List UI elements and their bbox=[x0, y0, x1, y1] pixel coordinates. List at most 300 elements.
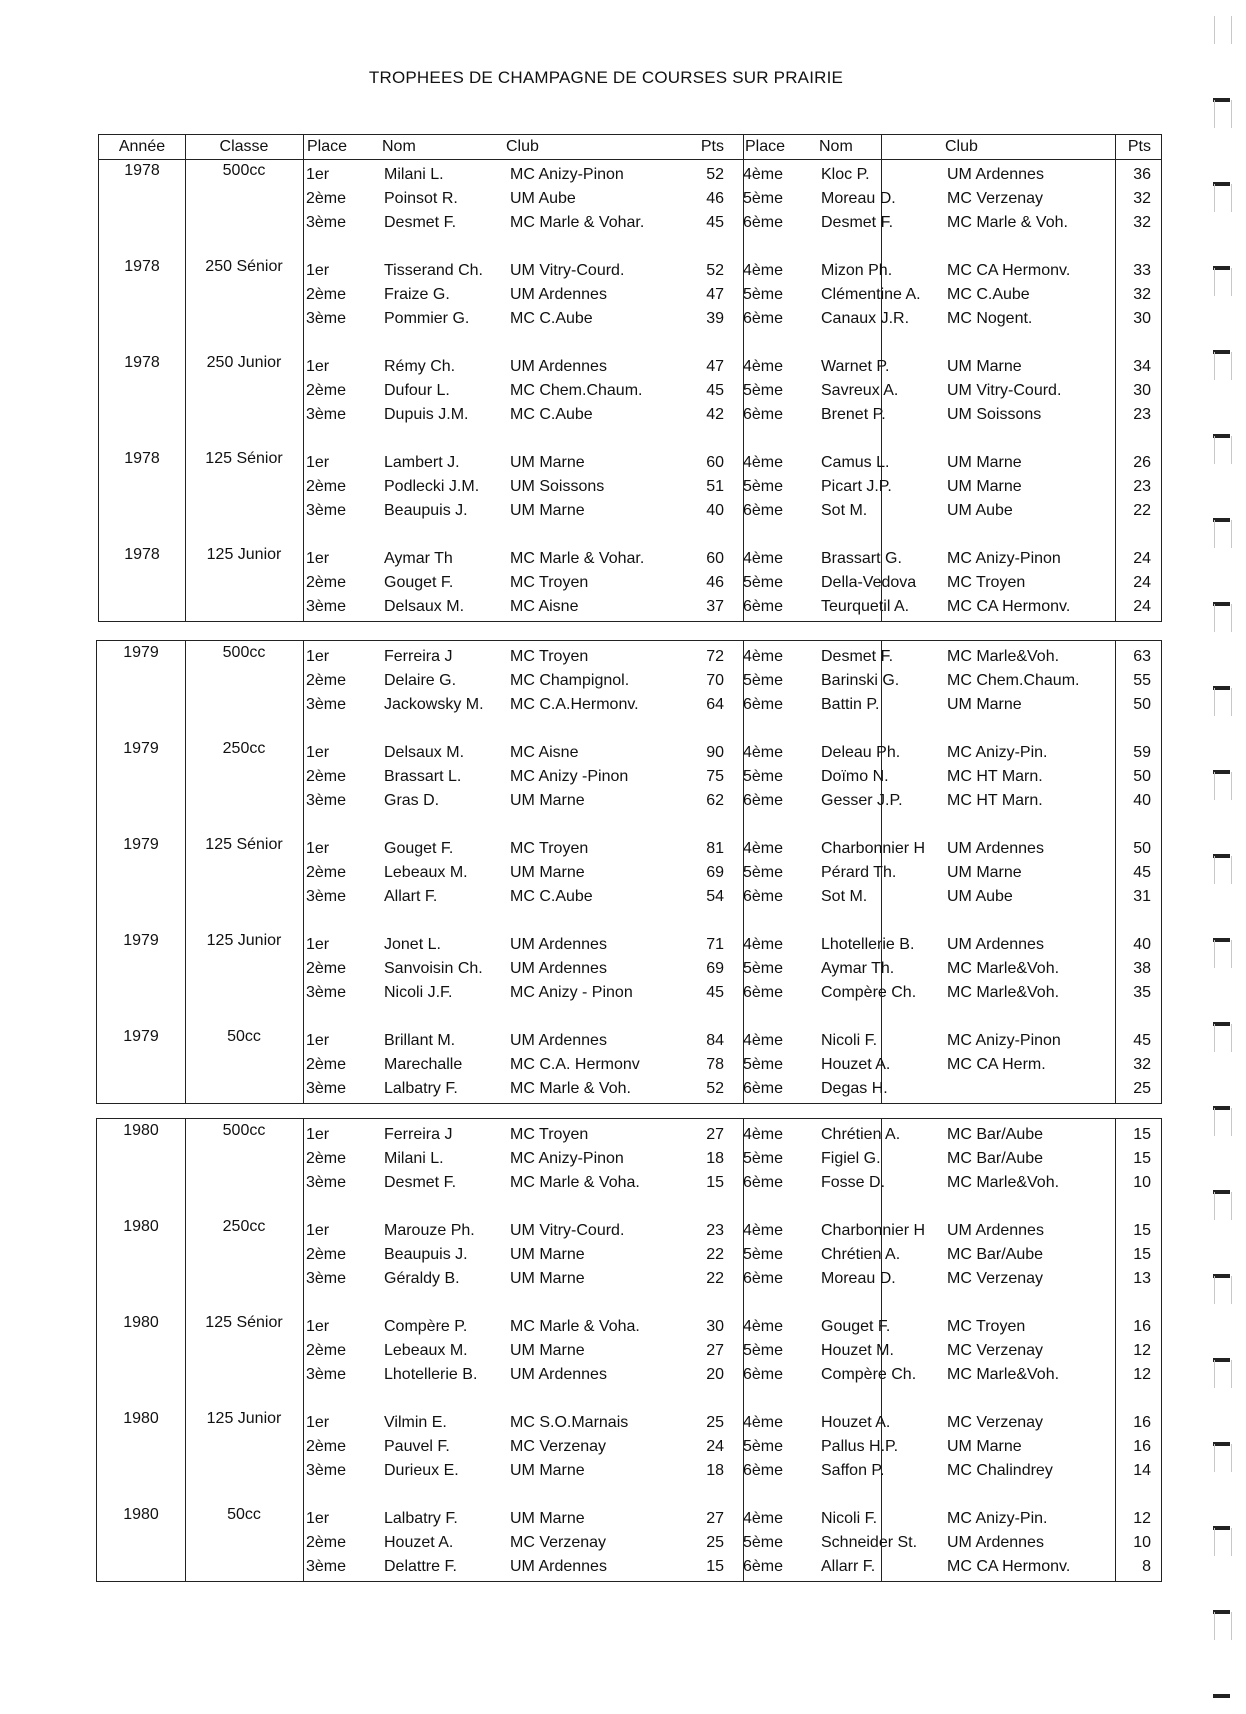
cell-place1: 3ème bbox=[306, 214, 347, 231]
cell-place1: 3ème bbox=[306, 888, 347, 905]
cell-pts2: 45 bbox=[1133, 864, 1151, 881]
cell-club2: MC Verzenay bbox=[947, 1342, 1044, 1359]
cell-club1: MC Marle & Vohar. bbox=[510, 214, 645, 231]
cell-pts2: 40 bbox=[1133, 936, 1151, 953]
cell-club1: MC Troyen bbox=[510, 840, 589, 857]
cell-club1: MC C.A.Hermonv. bbox=[510, 696, 639, 713]
cell-nom2: Brassart G. bbox=[821, 550, 902, 567]
cell-place2: 6ème bbox=[743, 1366, 784, 1383]
cell-pts1: 45 bbox=[706, 382, 724, 399]
cell-club2: MC Troyen bbox=[947, 574, 1026, 591]
cell-place2: 5ème bbox=[743, 1056, 784, 1073]
cell-club1: MC Troyen bbox=[510, 574, 589, 591]
cell-nom1: Houzet A. bbox=[384, 1534, 454, 1551]
cell-club1: MC Anizy -Pinon bbox=[510, 768, 629, 785]
cell-pts2: 25 bbox=[1133, 1080, 1151, 1097]
cell-nom2: Kloc P. bbox=[821, 166, 870, 183]
cell-club1: UM Marne bbox=[510, 502, 585, 519]
header-club: Club bbox=[506, 138, 539, 155]
cell-place2: 4ème bbox=[743, 936, 784, 953]
binding-hole bbox=[1214, 268, 1232, 296]
cell-pts1: 78 bbox=[706, 1056, 724, 1073]
cell-club2: MC Nogent. bbox=[947, 310, 1033, 327]
binding-hole bbox=[1214, 352, 1232, 380]
cell-place1: 2ème bbox=[306, 190, 347, 207]
cell-place1: 2ème bbox=[306, 768, 347, 785]
cell-place2: 6ème bbox=[743, 888, 784, 905]
binding-hole bbox=[1214, 1360, 1232, 1388]
cell-club1: UM Marne bbox=[510, 1510, 585, 1527]
cell-place2: 4ème bbox=[743, 550, 784, 567]
cell-place2: 5ème bbox=[743, 768, 784, 785]
cell-club2: MC Verzenay bbox=[947, 190, 1044, 207]
cell-nom2: Moreau D. bbox=[821, 190, 896, 207]
cell-club2: MC Chalindrey bbox=[947, 1462, 1053, 1479]
cell-club2: MC CA Herm. bbox=[947, 1056, 1046, 1073]
cell-place2: 5ème bbox=[743, 286, 784, 303]
cell-nom2: Sot M. bbox=[821, 502, 868, 519]
cell-club2: MC Bar/Aube bbox=[947, 1150, 1044, 1167]
cell-club2: MC Marle&Voh. bbox=[947, 648, 1060, 665]
cell-pts1: 39 bbox=[706, 310, 724, 327]
cell-pts2: 32 bbox=[1133, 1056, 1151, 1073]
cell-place2: 6ème bbox=[743, 598, 784, 615]
cell-nom2: Pérard Th. bbox=[821, 864, 897, 881]
binding-hole bbox=[1214, 184, 1232, 212]
cell-place2: 6ème bbox=[743, 1558, 784, 1575]
cell-place1: 1er bbox=[306, 1126, 330, 1143]
cell-place2: 5ème bbox=[743, 1246, 784, 1263]
cell-pts1: 52 bbox=[706, 1080, 724, 1097]
cell-pts2: 59 bbox=[1133, 744, 1151, 761]
cell-place1: 2ème bbox=[306, 960, 347, 977]
binding-hole bbox=[1214, 1444, 1232, 1472]
cell-place2: 4ème bbox=[743, 1222, 784, 1239]
year-cell: 1980 bbox=[123, 1314, 159, 1331]
cell-nom2: Schneider St. bbox=[821, 1534, 918, 1551]
cell-pts2: 31 bbox=[1133, 888, 1151, 905]
cell-place2: 5ème bbox=[743, 1534, 784, 1551]
cell-place1: 2ème bbox=[306, 382, 347, 399]
cell-place1: 2ème bbox=[306, 1438, 347, 1455]
cell-club2: MC C.Aube bbox=[947, 286, 1030, 303]
header-place: Place bbox=[307, 138, 348, 155]
cell-pts2: 34 bbox=[1133, 358, 1151, 375]
cell-pts1: 25 bbox=[706, 1414, 724, 1431]
cell-nom2: Houzet A. bbox=[821, 1056, 891, 1073]
cell-club1: UM Vitry-Courd. bbox=[510, 262, 625, 279]
header-annee: Année bbox=[118, 138, 166, 155]
cell-club2: UM Vitry-Courd. bbox=[947, 382, 1062, 399]
cell-place1: 3ème bbox=[306, 310, 347, 327]
cell-club2: MC Verzenay bbox=[947, 1270, 1044, 1287]
cell-nom1: Ferreira J bbox=[384, 648, 453, 665]
cell-pts1: 18 bbox=[706, 1462, 724, 1479]
cell-place1: 2ème bbox=[306, 286, 347, 303]
cell-nom1: Pommier G. bbox=[384, 310, 470, 327]
cell-nom1: Allart F. bbox=[384, 888, 438, 905]
cell-pts1: 15 bbox=[706, 1558, 724, 1575]
cell-place2: 6ème bbox=[743, 984, 784, 1001]
cell-nom2: Allarr F. bbox=[821, 1558, 876, 1575]
cell-club1: MC C.Aube bbox=[510, 310, 593, 327]
cell-place1: 1er bbox=[306, 744, 330, 761]
cell-nom1: Beaupuis J. bbox=[384, 1246, 468, 1263]
cell-place1: 1er bbox=[306, 1318, 330, 1335]
cell-pts1: 27 bbox=[706, 1126, 724, 1143]
class-cell: 50cc bbox=[227, 1506, 261, 1523]
cell-pts1: 69 bbox=[706, 960, 724, 977]
cell-club2: MC Marle&Voh. bbox=[947, 960, 1060, 977]
cell-club1: MC C.Aube bbox=[510, 406, 593, 423]
cell-pts1: 18 bbox=[706, 1150, 724, 1167]
cell-nom1: Dupuis J.M. bbox=[384, 406, 469, 423]
binding-hole bbox=[1214, 1528, 1232, 1556]
cell-pts2: 15 bbox=[1133, 1126, 1151, 1143]
cell-place2: 5ème bbox=[743, 574, 784, 591]
cell-club2: MC Bar/Aube bbox=[947, 1246, 1044, 1263]
cell-club1: UM Ardennes bbox=[510, 1032, 607, 1049]
binding-hole bbox=[1214, 856, 1232, 884]
cell-nom1: Tisserand Ch. bbox=[384, 262, 483, 279]
cell-club2: MC Marle&Voh. bbox=[947, 1366, 1060, 1383]
cell-club2: MC Marle & Voh. bbox=[947, 214, 1068, 231]
cell-nom1: Milani L. bbox=[384, 166, 444, 183]
cell-nom1: Gouget F. bbox=[384, 574, 454, 591]
year-cell: 1979 bbox=[123, 836, 159, 853]
cell-nom1: Pauvel F. bbox=[384, 1438, 450, 1455]
cell-pts2: 16 bbox=[1133, 1318, 1151, 1335]
cell-place2: 6ème bbox=[743, 502, 784, 519]
cell-place2: 5ème bbox=[743, 864, 784, 881]
cell-nom1: Jackowsky M. bbox=[384, 696, 484, 713]
cell-place2: 4ème bbox=[743, 262, 784, 279]
class-cell: 125 Junior bbox=[206, 932, 282, 949]
cell-pts1: 51 bbox=[706, 478, 724, 495]
cell-nom2: Fosse D. bbox=[821, 1174, 886, 1191]
class-cell: 125 Sénior bbox=[205, 836, 283, 853]
cell-nom2: Aymar Th. bbox=[821, 960, 895, 977]
results-block-1 bbox=[98, 134, 1162, 622]
cell-place2: 4ème bbox=[743, 1318, 784, 1335]
cell-pts2: 10 bbox=[1133, 1174, 1151, 1191]
cell-club2: MC CA Hermonv. bbox=[947, 598, 1071, 615]
cell-place1: 2ème bbox=[306, 864, 347, 881]
cell-place2: 4ème bbox=[743, 166, 784, 183]
cell-place1: 3ème bbox=[306, 984, 347, 1001]
cell-club1: UM Marne bbox=[510, 1246, 585, 1263]
cell-pts1: 27 bbox=[706, 1342, 724, 1359]
cell-nom2: Warnet P. bbox=[821, 358, 890, 375]
cell-pts1: 24 bbox=[706, 1438, 724, 1455]
class-cell: 250cc bbox=[222, 1218, 266, 1235]
cell-pts1: 62 bbox=[706, 792, 724, 809]
cell-club1: MC Marle & Voha. bbox=[510, 1174, 640, 1191]
cell-club2: UM Marne bbox=[947, 358, 1022, 375]
cell-pts1: 42 bbox=[706, 406, 724, 423]
cell-nom1: Milani L. bbox=[384, 1150, 444, 1167]
cell-pts1: 45 bbox=[706, 214, 724, 231]
cell-club2: MC Anizy-Pin. bbox=[947, 744, 1048, 761]
cell-club2: UM Aube bbox=[947, 502, 1013, 519]
cell-place2: 5ème bbox=[743, 1342, 784, 1359]
cell-pts2: 12 bbox=[1133, 1366, 1151, 1383]
cell-nom2: Nicoli F. bbox=[821, 1510, 878, 1527]
cell-club2: MC HT Marn. bbox=[947, 792, 1043, 809]
cell-pts2: 32 bbox=[1133, 214, 1151, 231]
header-pts: Pts bbox=[700, 138, 724, 155]
cell-nom1: Rémy Ch. bbox=[384, 358, 456, 375]
cell-nom1: Lalbatry F. bbox=[384, 1080, 458, 1097]
year-cell: 1978 bbox=[124, 162, 160, 179]
cell-place1: 1er bbox=[306, 166, 330, 183]
binding-hole bbox=[1214, 520, 1232, 548]
cell-place2: 4ème bbox=[743, 358, 784, 375]
class-cell: 125 Sénior bbox=[205, 1314, 283, 1331]
cell-pts2: 24 bbox=[1133, 574, 1151, 591]
binding-hole bbox=[1214, 1024, 1232, 1052]
cell-place1: 3ème bbox=[306, 792, 347, 809]
cell-nom1: Dufour L. bbox=[384, 382, 450, 399]
cell-club1: UM Aube bbox=[510, 190, 576, 207]
cell-pts1: 90 bbox=[706, 744, 724, 761]
cell-nom1: Brassart L. bbox=[384, 768, 462, 785]
cell-nom1: Gras D. bbox=[384, 792, 440, 809]
cell-club1: MC Anizy-Pinon bbox=[510, 1150, 624, 1167]
class-cell: 125 Sénior bbox=[205, 450, 283, 467]
binding-hole bbox=[1214, 604, 1232, 632]
cell-place2: 4ème bbox=[743, 454, 784, 471]
cell-place1: 3ème bbox=[306, 1366, 347, 1383]
cell-pts2: 50 bbox=[1133, 840, 1151, 857]
cell-place1: 2ème bbox=[306, 1534, 347, 1551]
cell-pts1: 37 bbox=[706, 598, 724, 615]
cell-club1: UM Ardennes bbox=[510, 286, 607, 303]
cell-nom1: Desmet F. bbox=[384, 1174, 457, 1191]
cell-club2: UM Ardennes bbox=[947, 1222, 1044, 1239]
cell-pts1: 60 bbox=[706, 550, 724, 567]
cell-nom2: Picart J.P. bbox=[821, 478, 892, 495]
cell-club1: UM Marne bbox=[510, 864, 585, 881]
cell-pts1: 64 bbox=[706, 696, 724, 713]
cell-pts2: 15 bbox=[1133, 1246, 1151, 1263]
cell-club1: MC S.O.Marnais bbox=[510, 1414, 629, 1431]
cell-place1: 3ème bbox=[306, 502, 347, 519]
cell-nom2: Pallus H.P. bbox=[821, 1438, 899, 1455]
cell-pts2: 22 bbox=[1133, 502, 1151, 519]
cell-pts2: 8 bbox=[1142, 1558, 1151, 1575]
cell-place2: 5ème bbox=[743, 382, 784, 399]
cell-club2: MC Anizy-Pinon bbox=[947, 1032, 1061, 1049]
cell-pts2: 30 bbox=[1133, 310, 1151, 327]
cell-nom1: Jonet L. bbox=[384, 936, 441, 953]
results-block-3 bbox=[96, 1118, 1162, 1582]
cell-club2: UM Marne bbox=[947, 696, 1022, 713]
cell-place1: 1er bbox=[306, 936, 330, 953]
cell-pts2: 38 bbox=[1133, 960, 1151, 977]
cell-club2: UM Ardennes bbox=[947, 1534, 1044, 1551]
cell-place1: 3ème bbox=[306, 1462, 347, 1479]
header-classe: Classe bbox=[219, 138, 269, 155]
year-cell: 1979 bbox=[123, 644, 159, 661]
binding-hole bbox=[1214, 688, 1232, 716]
cell-nom2: Desmet F. bbox=[821, 214, 894, 231]
cell-nom2: Compère Ch. bbox=[821, 984, 917, 1001]
cell-club1: MC Troyen bbox=[510, 648, 589, 665]
cell-club1: MC Verzenay bbox=[510, 1438, 607, 1455]
cell-nom1: Aymar Th bbox=[384, 550, 453, 567]
cell-pts1: 30 bbox=[706, 1318, 724, 1335]
year-cell: 1980 bbox=[123, 1122, 159, 1139]
cell-nom1: Compère P. bbox=[384, 1318, 468, 1335]
cell-nom1: Poinsot R. bbox=[384, 190, 458, 207]
cell-nom1: Géraldy B. bbox=[384, 1270, 460, 1287]
cell-nom1: Delaire G. bbox=[384, 672, 457, 689]
binding-hole bbox=[1214, 436, 1232, 464]
cell-place2: 4ème bbox=[743, 1414, 784, 1431]
cell-pts1: 72 bbox=[706, 648, 724, 665]
cell-club2: MC HT Marn. bbox=[947, 768, 1043, 785]
binding-hole bbox=[1214, 1276, 1232, 1304]
cell-pts2: 12 bbox=[1133, 1342, 1151, 1359]
cell-place1: 1er bbox=[306, 358, 330, 375]
class-cell: 250 Sénior bbox=[205, 258, 283, 275]
cell-place2: 6ème bbox=[743, 1270, 784, 1287]
cell-pts2: 16 bbox=[1133, 1414, 1151, 1431]
cell-nom2: Houzet A. bbox=[821, 1414, 891, 1431]
cell-club1: UM Ardennes bbox=[510, 358, 607, 375]
class-cell: 500cc bbox=[222, 644, 266, 661]
cell-club1: MC Verzenay bbox=[510, 1534, 607, 1551]
cell-club1: MC C.Aube bbox=[510, 888, 593, 905]
year-cell: 1979 bbox=[123, 1028, 159, 1045]
cell-place1: 1er bbox=[306, 1032, 330, 1049]
binding-hole bbox=[1214, 1612, 1232, 1640]
cell-nom2: Teurquetil A. bbox=[821, 598, 910, 615]
cell-place1: 1er bbox=[306, 840, 330, 857]
cell-pts2: 13 bbox=[1133, 1270, 1151, 1287]
binding-hole bbox=[1214, 940, 1232, 968]
cell-pts1: 54 bbox=[706, 888, 724, 905]
cell-pts1: 60 bbox=[706, 454, 724, 471]
cell-place1: 3ème bbox=[306, 1558, 347, 1575]
cell-pts1: 71 bbox=[706, 936, 724, 953]
cell-nom2: Brenet P. bbox=[821, 406, 886, 423]
cell-nom2: Lhotellerie B. bbox=[821, 936, 915, 953]
cell-club1: MC Chem.Chaum. bbox=[510, 382, 643, 399]
cell-place2: 4ème bbox=[743, 840, 784, 857]
header-place: Place bbox=[745, 138, 786, 155]
cell-pts2: 16 bbox=[1133, 1438, 1151, 1455]
cell-nom2: Moreau D. bbox=[821, 1270, 896, 1287]
cell-club1: UM Marne bbox=[510, 1270, 585, 1287]
cell-nom2: Saffon P. bbox=[821, 1462, 885, 1479]
cell-nom2: Savreux A. bbox=[821, 382, 899, 399]
cell-place1: 3ème bbox=[306, 1174, 347, 1191]
cell-club2: MC Chem.Chaum. bbox=[947, 672, 1080, 689]
cell-nom1: Delattre F. bbox=[384, 1558, 457, 1575]
cell-pts2: 33 bbox=[1133, 262, 1151, 279]
cell-pts2: 24 bbox=[1133, 550, 1151, 567]
cell-pts1: 20 bbox=[706, 1366, 724, 1383]
cell-nom1: Lhotellerie B. bbox=[384, 1366, 478, 1383]
cell-nom2: Deleau Ph. bbox=[821, 744, 901, 761]
cell-place1: 1er bbox=[306, 454, 330, 471]
cell-club1: MC Aisne bbox=[510, 598, 579, 615]
cell-club2: MC CA Hermonv. bbox=[947, 1558, 1071, 1575]
cell-place2: 6ème bbox=[743, 214, 784, 231]
cell-place2: 4ème bbox=[743, 744, 784, 761]
cell-pts1: 23 bbox=[706, 1222, 724, 1239]
cell-club2: UM Ardennes bbox=[947, 166, 1044, 183]
cell-nom2: Canaux J.R. bbox=[821, 310, 910, 327]
cell-nom2: Gouget F. bbox=[821, 1318, 891, 1335]
cell-nom1: Delsaux M. bbox=[384, 598, 465, 615]
cell-place1: 3ème bbox=[306, 598, 347, 615]
cell-place2: 4ème bbox=[743, 648, 784, 665]
column-divider bbox=[303, 135, 304, 621]
year-cell: 1978 bbox=[124, 546, 160, 563]
cell-nom2: Charbonnier H bbox=[821, 840, 926, 857]
cell-pts1: 40 bbox=[706, 502, 724, 519]
cell-place1: 1er bbox=[306, 550, 330, 567]
cell-nom2: Sot M. bbox=[821, 888, 868, 905]
cell-club1: MC Anizy - Pinon bbox=[510, 984, 633, 1001]
cell-nom2: Nicoli F. bbox=[821, 1032, 878, 1049]
cell-place2: 6ème bbox=[743, 1174, 784, 1191]
cell-nom1: Fraize G. bbox=[384, 286, 450, 303]
cell-club2: UM Marne bbox=[947, 1438, 1022, 1455]
cell-nom2: Chrétien A. bbox=[821, 1126, 901, 1143]
cell-place2: 6ème bbox=[743, 406, 784, 423]
cell-nom2: Gesser J.P. bbox=[821, 792, 903, 809]
cell-nom1: Desmet F. bbox=[384, 214, 457, 231]
cell-place1: 3ème bbox=[306, 406, 347, 423]
cell-nom2: Figiel G. bbox=[821, 1150, 881, 1167]
cell-club2: UM Soissons bbox=[947, 406, 1042, 423]
cell-place2: 6ème bbox=[743, 696, 784, 713]
cell-club2: MC Bar/Aube bbox=[947, 1126, 1044, 1143]
cell-club1: UM Ardennes bbox=[510, 936, 607, 953]
cell-club1: UM Vitry-Courd. bbox=[510, 1222, 625, 1239]
cell-club1: MC C.A. Hermonv bbox=[510, 1056, 640, 1073]
cell-nom2: Desmet F. bbox=[821, 648, 894, 665]
binding-hole bbox=[1214, 1108, 1232, 1136]
cell-club1: UM Ardennes bbox=[510, 1366, 607, 1383]
year-cell: 1979 bbox=[123, 932, 159, 949]
cell-place2: 5ème bbox=[743, 190, 784, 207]
cell-pts1: 22 bbox=[706, 1246, 724, 1263]
cell-place1: 2ème bbox=[306, 1056, 347, 1073]
cell-pts2: 26 bbox=[1133, 454, 1151, 471]
column-divider bbox=[303, 641, 304, 1103]
cell-nom2: Della-Vedova bbox=[821, 574, 917, 591]
cell-nom1: Marouze Ph. bbox=[384, 1222, 475, 1239]
cell-nom1: Podlecki J.M. bbox=[384, 478, 480, 495]
cell-place2: 4ème bbox=[743, 1032, 784, 1049]
cell-club1: UM Soissons bbox=[510, 478, 605, 495]
cell-pts1: 52 bbox=[706, 166, 724, 183]
cell-place2: 6ème bbox=[743, 310, 784, 327]
cell-pts2: 40 bbox=[1133, 792, 1151, 809]
cell-nom1: Nicoli J.F. bbox=[384, 984, 453, 1001]
cell-pts2: 15 bbox=[1133, 1222, 1151, 1239]
cell-nom1: Lebeaux M. bbox=[384, 1342, 468, 1359]
cell-pts1: 81 bbox=[706, 840, 724, 857]
cell-nom2: Houzet M. bbox=[821, 1342, 894, 1359]
cell-pts2: 10 bbox=[1133, 1534, 1151, 1551]
cell-place2: 4ème bbox=[743, 1126, 784, 1143]
